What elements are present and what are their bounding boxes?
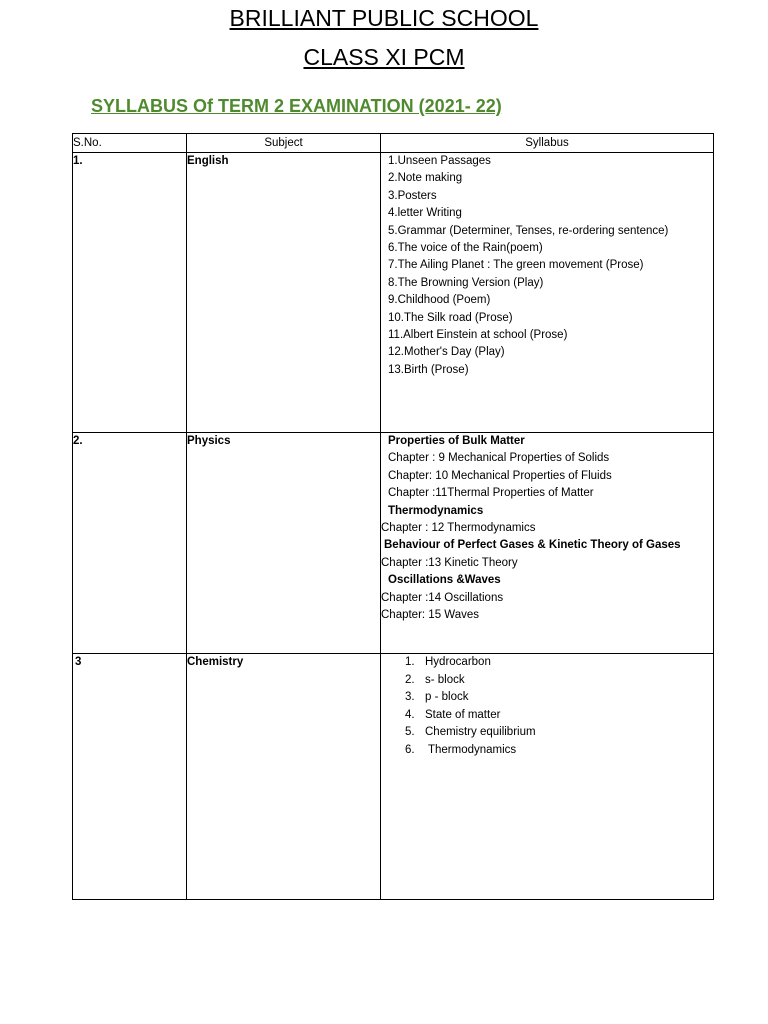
column-header-syllabus: Syllabus — [381, 134, 714, 153]
list-item — [405, 672, 713, 690]
chapter-item: Chapter :11Thermal Properties of Matter — [388, 487, 594, 500]
list-item — [405, 724, 713, 742]
row-subject: English — [187, 153, 381, 433]
syllabus-item: 4.letter Writing — [388, 207, 462, 220]
topic: State of matter — [425, 708, 501, 721]
row-syllabus — [381, 153, 714, 433]
column-header-sno: S.No. — [73, 134, 187, 153]
chapter-item: Chapter :14 Oscillations — [381, 591, 504, 604]
chapter-item: Chapter: 15 Waves — [381, 609, 480, 622]
syllabus-item: 12.Mother's Day (Play) — [388, 346, 505, 359]
syllabus-item: 2.Note making — [388, 172, 463, 185]
syllabus-item: 8.The Browning Version (Play) — [388, 276, 544, 289]
chapter-item: Chapter :13 Kinetic Theory — [381, 556, 518, 569]
row-subject: Chemistry — [187, 654, 381, 900]
topic: Chemistry equilibrium — [425, 726, 536, 738]
syllabus-item: 5.Grammar (Determiner, Tenses, re-ordering sentence) — [388, 224, 669, 237]
unit-heading: Properties of Bulk Matter — [388, 435, 525, 447]
row-subject: Physics — [187, 433, 381, 654]
list-number: 5. — [405, 726, 415, 738]
chapter-item: Chapter : 9 Mechanical Properties of Solids — [388, 452, 610, 465]
topic: p - block — [425, 691, 469, 703]
list-item — [405, 742, 713, 760]
list-number: 3. — [405, 691, 415, 703]
list-item — [405, 689, 713, 707]
syllabus-item: 11.Albert Einstein at school (Prose) — [388, 329, 568, 342]
syllabus-heading: SYLLABUS Of TERM 2 EXAMINATION (2021- 22) — [91, 96, 502, 116]
row-sno: 2. — [73, 433, 187, 654]
list-item — [405, 707, 713, 725]
syllabus-item: 1.Unseen Passages — [388, 155, 491, 167]
list-number: 4. — [405, 708, 415, 721]
row-sno: 3 — [73, 654, 187, 900]
topic: Thermodynamics — [425, 743, 517, 756]
list-item — [405, 654, 713, 672]
syllabus-item: 9.Childhood (Poem) — [388, 294, 491, 307]
list-number: 2. — [405, 673, 415, 686]
chapter-item: Chapter: 10 Mechanical Properties of Fluids — [388, 469, 612, 482]
unit-heading: Oscillations &Waves — [388, 574, 501, 587]
row-syllabus — [381, 433, 714, 654]
row-sno: 1. — [73, 153, 187, 433]
school-title: BRILLIANT PUBLIC SCHOOL — [229, 5, 539, 31]
table-row-chemistry — [73, 654, 714, 900]
syllabus-item: 10.The Silk road (Prose) — [388, 311, 513, 324]
chapter-item: Chapter : 12 Thermodynamics — [381, 522, 536, 535]
syllabus-item: 7.The Ailing Planet : The green movement (Prose) — [388, 259, 644, 272]
topic: s- block — [425, 673, 465, 686]
syllabus-item: 6.The voice of the Rain(poem) — [388, 242, 543, 255]
list-number: 6. — [405, 743, 415, 756]
row-syllabus — [381, 654, 714, 900]
syllabus-item: 13.Birth (Prose) — [388, 363, 469, 376]
unit-heading: Behaviour of Perfect Gases & Kinetic Theory of Gases — [384, 539, 681, 552]
table-row-physics — [73, 433, 714, 654]
table-header-row — [73, 134, 714, 153]
chemistry-topic-list — [381, 654, 713, 759]
unit-heading: Thermodynamics — [388, 504, 484, 517]
column-header-subject: Subject — [187, 134, 381, 153]
list-number: 1. — [405, 656, 415, 668]
syllabus-table — [72, 133, 714, 900]
topic: Hydrocarbon — [425, 656, 491, 668]
table-row-english — [73, 153, 714, 433]
class-title: CLASS XI PCM — [303, 44, 465, 70]
syllabus-item: 3.Posters — [388, 189, 437, 202]
